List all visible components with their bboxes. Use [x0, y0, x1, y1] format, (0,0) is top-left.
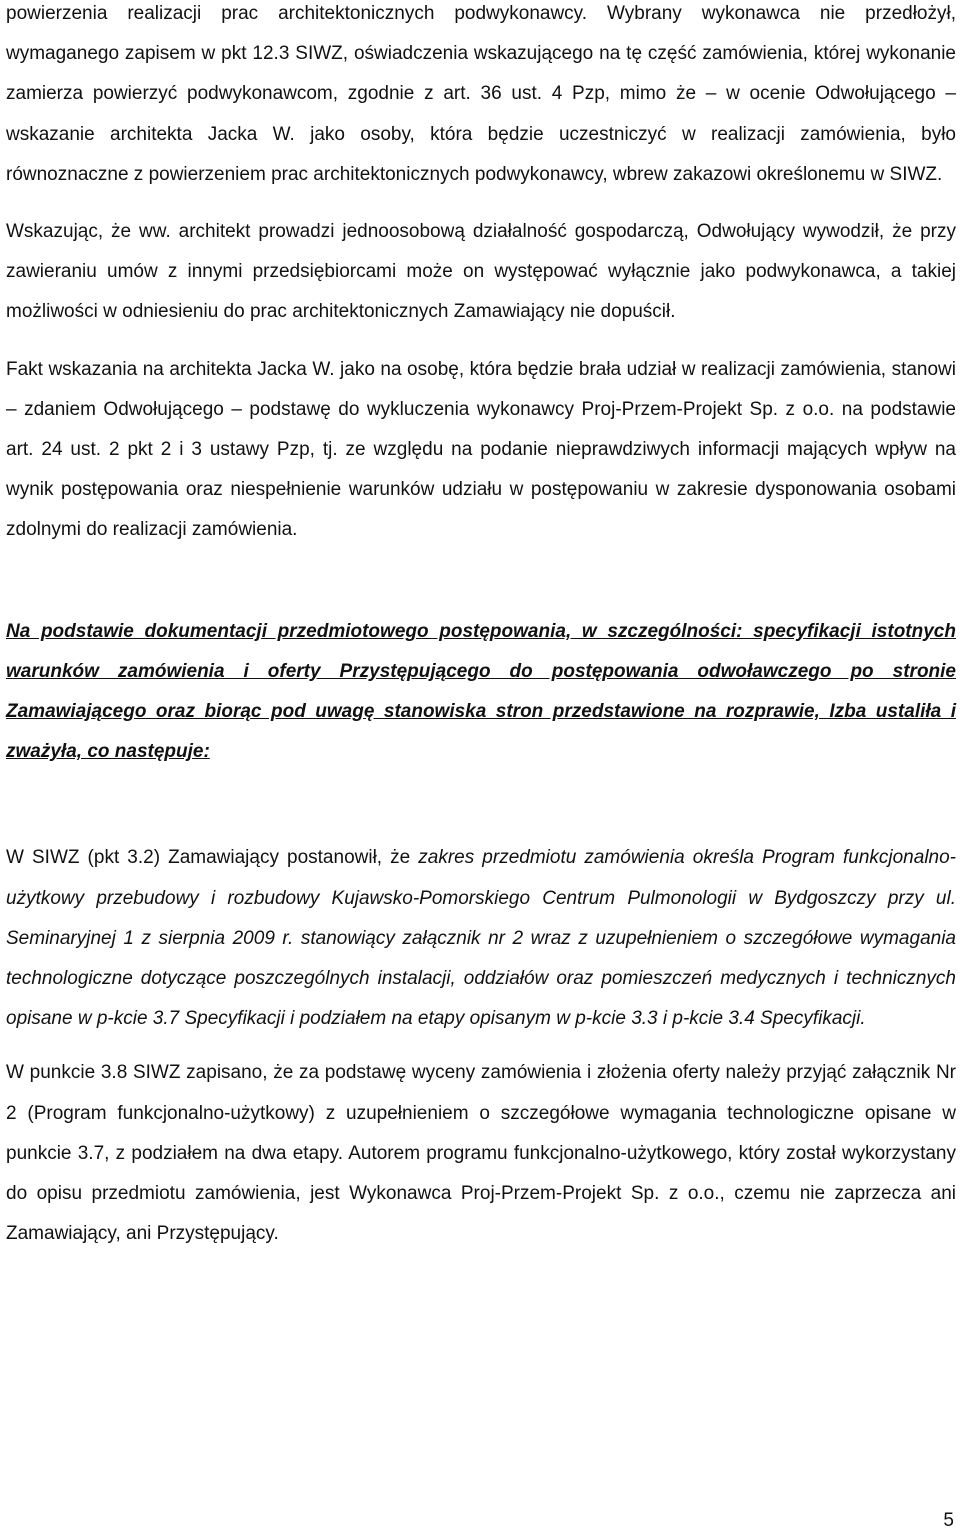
- paragraph-sole-proprietorship: Wskazując, że ww. architekt prowadzi jednoosobową działalność gospodarczą, Odwołujący wywodził, że przy zawieraniu umów z innymi przedsiębiorcami może on występować wyłącznie jako podwykonawca, a takiej możliwości w odniesieniu do prac architektonicznych Zamawiający nie dopuścił.: [6, 221, 956, 323]
- paragraph-pricing-basis: W punkcie 3.8 SIWZ zapisano, że za podstawę wyceny zamówienia i złożenia oferty należy przyjąć załącznik Nr 2 (Program funkcjonalno-użytkowy) z uzupełnieniem o szczegółowe wymagania technologiczne opisane w punkcie 3.7, z podziałem na dwa etapy. Autorem programu funkcjonalno-użytkowego, który został wykorzystany do opisu przedmiotu zamówienia, jest Wykonawca Proj-Przem-Projekt Sp. z o.o., czemu nie zaprzecza ani Zamawiający, ani Przystępujący.: [6, 1062, 956, 1245]
- spacer: [6, 772, 956, 838]
- findings-heading: Na podstawie dokumentacji przedmiotowego postępowania, w szczególności: specyfikacji istotnych warunków zamówienia i oferty Przystępującego do postępowania odwoławczego po stronie Zamawiającego oraz biorąc pod uwagę stanowiska stron przedstawione na rozprawie, Izba ustaliła i zważyła, co następuje:: [6, 620, 956, 763]
- paragraph-subcontractor-allegation: powierzenia realizacji prac architektonicznych podwykonawcy. Wybrany wykonawca nie przedłożył, wymaganego zapisem w pkt 12.3 SIWZ, oświadczenia wskazującego na tę część zamówienia, której wykonanie zamierza powierzyć podwykonawcom, zgodnie z art. 36 ust. 4 Pzp, mimo że – w ocenie Odwołującego – wskazanie architekta Jacka W. jako osoby, która będzie uczestniczyć w realizacji zamówienia, było równoznaczne z powierzeniem prac architektonicznych podwykonawcy, wbrew zakazowi określonemu w SIWZ.: [6, 3, 956, 185]
- spacer: [6, 551, 956, 612]
- paragraph-siwz-scope-intro: W SIWZ (pkt 3.2) Zamawiający postanowił, że: [6, 847, 419, 869]
- paragraph-exclusion-grounds: Fakt wskazania na architekta Jacka W. jako na osobę, która będzie brała udział w realizacji zamówienia, stanowi – zdaniem Odwołującego – podstawę do wykluczenia wykonawcy Proj-Przem-Projekt Sp. z o.o. na podstawie art. 24 ust. 2 pkt 2 i 3 ustawy Pzp, tj. ze względu na podanie nieprawdziwych informacji mających wpływ na wynik postępowania oraz niespełnienie warunków udziału w postępowaniu w zakresie dysponowania osobami zdolnymi do realizacji zamówienia.: [6, 358, 956, 541]
- spacer: [6, 195, 956, 212]
- spacer: [6, 333, 956, 350]
- paragraph-siwz-scope-quote: zakres przedmiotu zamówienia określa Program funkcjonalno-użytkowy przebudowy i rozbudowy Kujawsko-Pomorskiego Centrum Pulmonologii w Bydgoszczy przy ul. Seminaryjnej 1 z sierpnia 2009 r. stanowiący załącznik nr 2 wraz z uzupełnieniem o szczegółowe wymagania technologiczne dotyczące poszczególnych instalacji, oddziałów oraz pomieszczeń medycznych i technicznych opisane w p-kcie 3.7 Specyfikacji i podziałem na etapy opisanym w p-kcie 3.3 i p-kcie 3.4 Specyfikacji.: [6, 847, 956, 1030]
- document-page: [6, 0, 956, 1254]
- spacer: [6, 1039, 956, 1053]
- page-number: 5: [943, 1510, 954, 1531]
- paragraph-siwz-scope: [6, 838, 956, 1039]
